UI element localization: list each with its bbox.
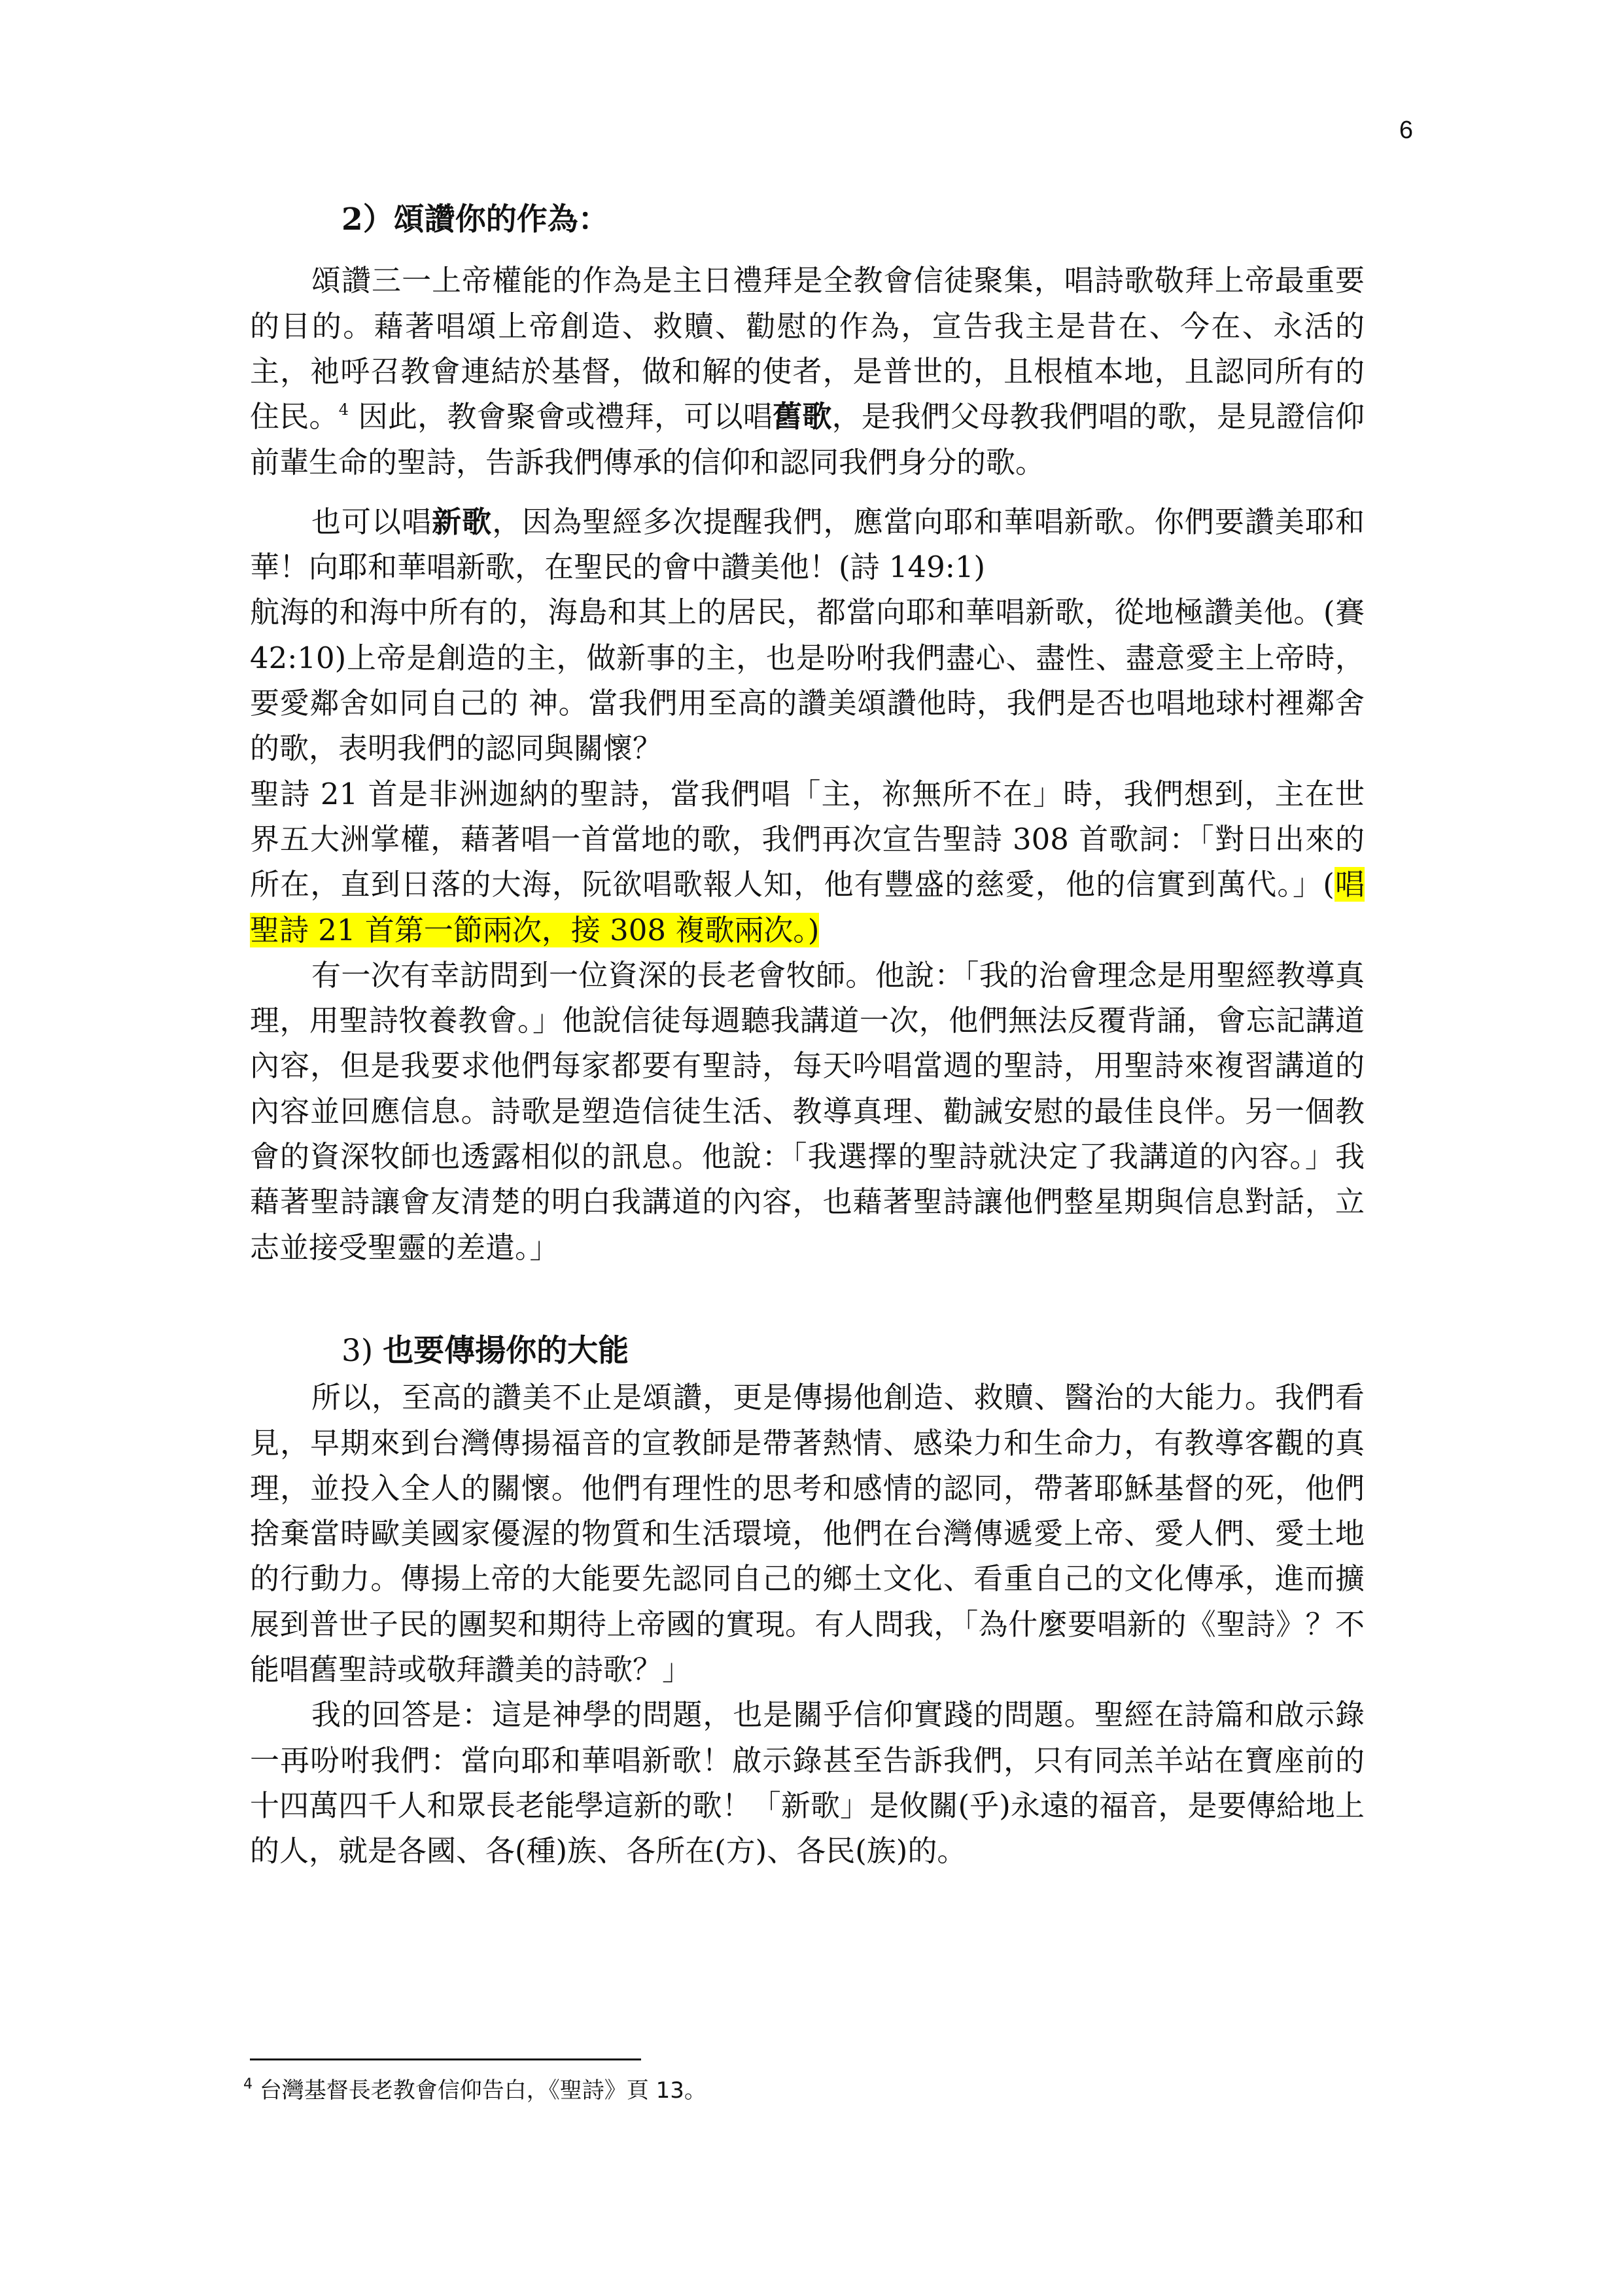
paragraph: [250, 499, 1365, 590]
paragraph: [250, 771, 1365, 953]
body-text: [250, 196, 1365, 1874]
highlighted-text: 唱聖詩 21 首第一節兩次，接 308 複歌兩次。): [250, 867, 1365, 947]
paragraph: 航海的和海中所有的，海島和其上的居民，都當向耶和華唱新歌，從地極讚美他。(賽 42:10)上帝是創造的主，做新事的主，也是吩咐我們盡心、盡性、盡意愛主上帝時，要愛鄰舍如同自己的 神。當我們用至高的讚美頌讚他時，我們是否也唱地球村裡鄰舍的歌，表明我們的認同與關懷？: [250, 595, 1365, 766]
heading-number: 3): [341, 1332, 383, 1369]
paragraph-text: 頌讚三一上帝權能的作為是主日禮拜是全教會信徒聚集，唱詩歌敬拜上帝最重要的目的。藉著唱頌上帝創造、救贖、勸慰的作為，宣告我主是昔在、今在、永活的主，祂呼召教會連結於基督，做和解的使者，是普世的，且根植本地，且認同所有的住民。: [250, 263, 1365, 434]
footnote-mark: 4: [243, 2076, 253, 2093]
footnote-ref[interactable]: 4: [338, 400, 349, 419]
paragraph: [250, 258, 1365, 484]
section-heading-3: [250, 1328, 1365, 1375]
paragraph: 所以，至高的讚美不止是頌讚，更是傳揚他創造、救贖、醫治的大能力。我們看見，早期來到台灣傳揚福音的宣教師是帶著熱情、感染力和生命力，有教導客觀的真理，並投入全人的關懷。他們有理性的思考和感情的認同，帶著耶穌基督的死，他們捨棄當時歐美國家優渥的物質和生活環境，他們在台灣傳遞愛上帝、愛人們、愛土地的行動力。傳揚上帝的大能要先認同自己的鄉土文化、看重自己的文化傳承，進而擴展到普世子民的團契和期待上帝國的實現。有人問我，「為什麼要唱新的《聖詩》？不能唱舊聖詩或敬拜讚美的詩歌？」: [250, 1380, 1365, 1687]
bold-term: 新歌: [432, 504, 493, 539]
section-heading-2: 2）頌讚你的作為：: [341, 202, 609, 238]
paragraph-text: ，因為聖經多次提醒我們，應當向耶和華唱新歌。你們要讚美耶和華！向耶和華唱新歌，在聖民的會中讚美他！(詩 149:1): [250, 504, 1365, 585]
paragraph-text: 聖詩 21 首是非洲迦納的聖詩，當我們唱「主，祢無所不在」時，我們想到，主在世界五大洲掌權，藉著唱一首當地的歌，我們再次宣告聖詩 308 首歌詞：「對日出來的所在，直到日落的大海，阮欲唱歌報人知，他有豐盛的慈愛，他的信實到萬代。」(: [250, 776, 1365, 902]
page-number: 6: [1399, 116, 1413, 144]
footnote: [243, 2074, 1355, 2108]
paragraph: 有一次有幸訪問到一位資深的長老會牧師。他說：「我的治會理念是用聖經教導真理，用聖詩牧養教會。」他說信徒每週聽我講道一次，他們無法反覆背誦，會忘記講道內容，但是我要求他們每家都要有聖詩，每天吟唱當週的聖詩，用聖詩來複習講道的內容並回應信息。詩歌是塑造信徒生活、教導真理、勸誡安慰的最佳良伴。另一個教會的資深牧師也透露相似的訊息。他說：「我選擇的聖詩就決定了我講道的內容。」我藉著聖詩讓會友清楚的明白我講道的內容，也藉著聖詩讓他們整星期與信息對話，立志並接受聖靈的差遣。」: [250, 957, 1365, 1265]
paragraph: 我的回答是：這是神學的問題，也是關乎信仰實踐的問題。聖經在詩篇和啟示錄一再吩咐我們：當向耶和華唱新歌！啟示錄甚至告訴我們，只有同羔羊站在寶座前的十四萬四千人和眾長老能學這新的歌！「新歌」是攸關(乎)永遠的福音，是要傳給地上的人，就是各國、各(種)族、各所在(方)、各民(族)的。: [250, 1697, 1365, 1869]
paragraph-text: 也可以唱: [311, 504, 432, 539]
bold-term: 舊歌: [773, 399, 832, 434]
paragraph-text: 因此，教會聚會或禮拜，可以唱: [349, 399, 773, 434]
heading-text: 也要傳揚你的大能: [383, 1332, 629, 1369]
footnote-divider: [250, 2058, 641, 2060]
footnote-text: 台灣基督長老教會信仰告白，《聖詩》頁 13。: [253, 2077, 707, 2104]
paragraph-text: ，是我們父母教我們唱的歌，是見證信仰前輩生命的聖詩，告訴我們傳承的信仰和認同我們身分的歌。: [250, 399, 1365, 480]
